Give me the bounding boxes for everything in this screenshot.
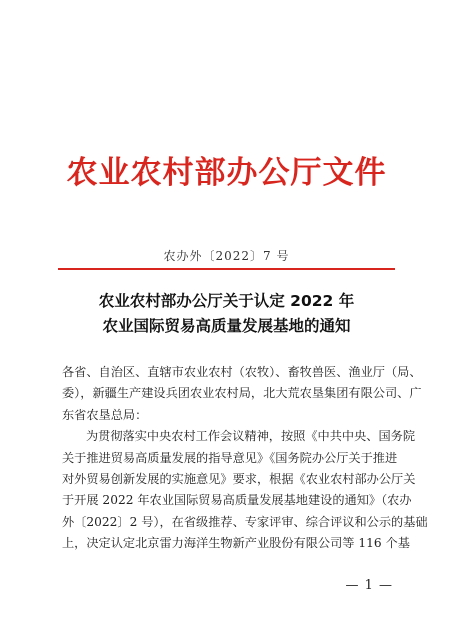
body-line: 各省、自治区、直辖市农业农村（农牧）、畜牧兽医、渔业厅（局、 bbox=[62, 365, 422, 379]
body-line: 外〔2022〕2 号），在省级推荐、专家评审、综合评议和公示的基础 bbox=[62, 514, 428, 529]
red-divider-line bbox=[58, 268, 395, 270]
document-header-title: 农业农村部办公厅文件 bbox=[66, 155, 387, 191]
page-number: — 1 — bbox=[345, 578, 393, 593]
body-line: 东省农垦总局： bbox=[62, 407, 148, 422]
body-line: 为贯彻落实中央农村工作会议精神，按照《中共中央、国务院 bbox=[86, 429, 416, 444]
notice-title-line-2: 农业国际贸易高质量发展基地的通知 bbox=[102, 317, 351, 335]
notice-body bbox=[62, 362, 428, 555]
body-line: 上，决定认定北京雷力海洋生物新产业股份有限公司等 116 个基 bbox=[62, 536, 410, 551]
notice-title-line-1: 农业农村部办公厅关于认定 2022 年 bbox=[98, 292, 355, 310]
body-line: 于开展 2022 年农业国际贸易高质量发展基地建设的通知》（农办 bbox=[62, 493, 412, 508]
body-line: 对外贸易创新发展的实施意见》要求，根据《农业农村部办公厅关 bbox=[62, 472, 416, 487]
body-line: 委），新疆生产建设兵团农业农村局，北大荒农垦集团有限公司、广 bbox=[62, 386, 422, 401]
body-line: 关于推进贸易高质量发展的指导意见》《国务院办公厅关于推进 bbox=[62, 450, 398, 465]
document-number: 农办外〔2022〕7 号 bbox=[163, 249, 290, 263]
